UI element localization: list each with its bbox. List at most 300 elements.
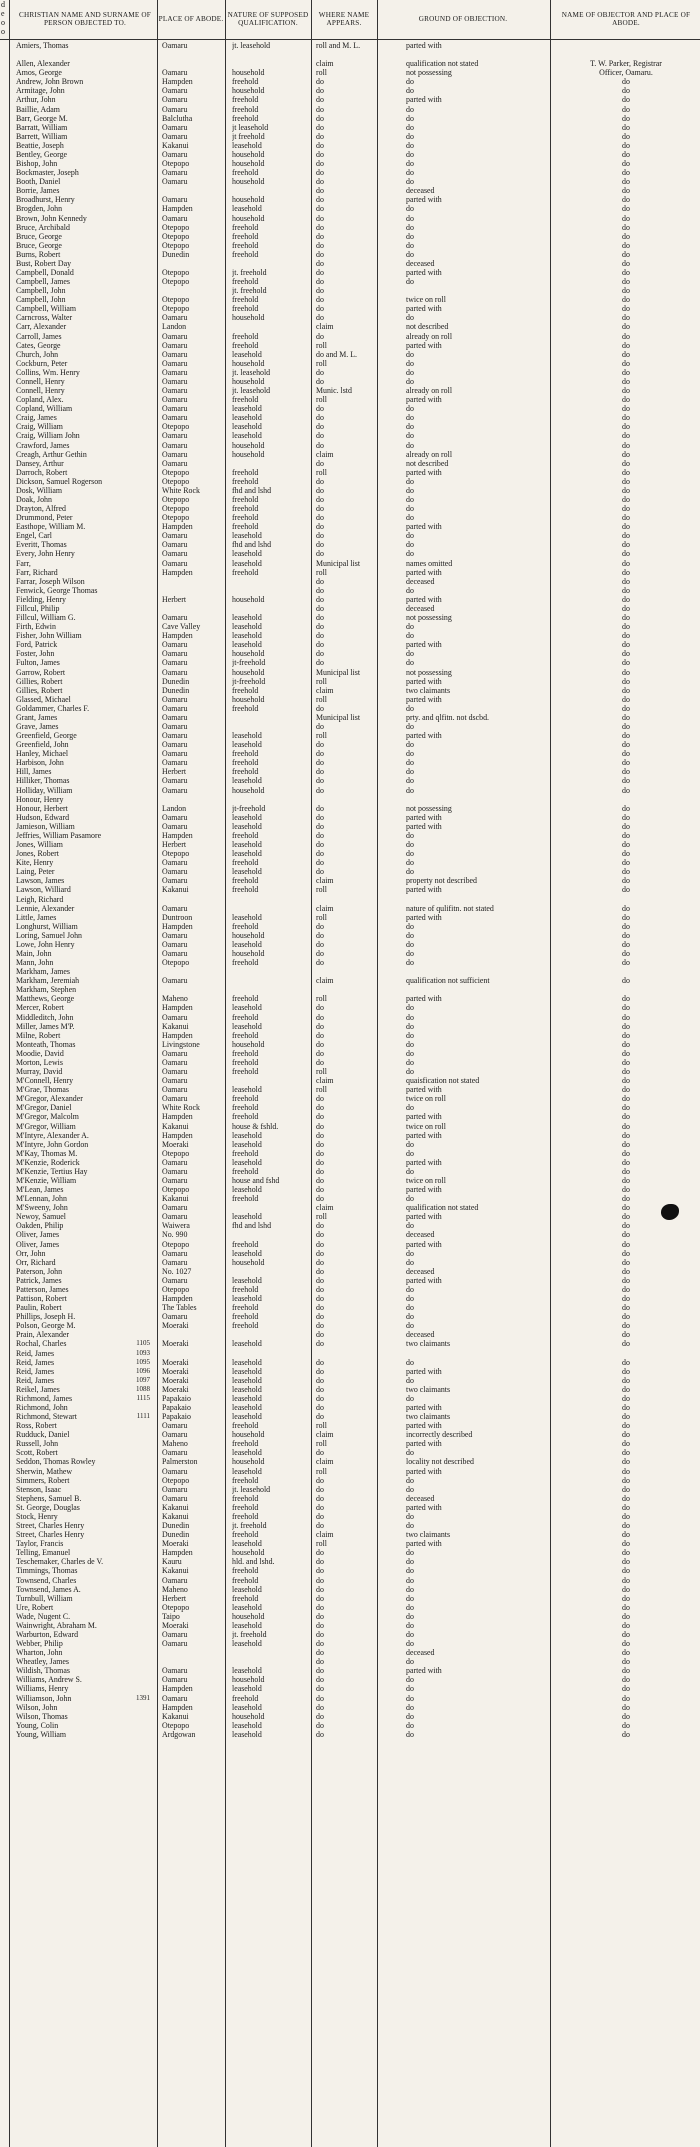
cell-where: do bbox=[316, 867, 324, 877]
cell-where: do bbox=[316, 1584, 324, 1594]
cell-qual: jt. freehold bbox=[232, 268, 267, 277]
cell-qual: freehold bbox=[232, 1094, 259, 1104]
cell-objector: do bbox=[622, 1475, 630, 1485]
cell-name: Timmings, Thomas bbox=[16, 1566, 78, 1576]
table-row bbox=[0, 849, 700, 858]
cell-qual: freehold bbox=[232, 1148, 259, 1158]
table-row bbox=[0, 123, 700, 132]
cell-where: do bbox=[316, 930, 324, 940]
cell-abode: Kakanui bbox=[162, 1121, 189, 1131]
cell-abode: Oamaru bbox=[162, 703, 188, 713]
cell-where: do bbox=[316, 104, 324, 114]
cell-objector: do bbox=[622, 1339, 630, 1349]
cell-name: Engel, Carl bbox=[16, 531, 52, 541]
cell-abode: Oamaru bbox=[162, 876, 188, 886]
cell-where: claim bbox=[316, 1203, 334, 1213]
table-row bbox=[0, 468, 700, 477]
cell-abode: Oamaru bbox=[162, 531, 188, 541]
cell-where: do bbox=[316, 1593, 324, 1603]
cell-abode: Herbert bbox=[162, 767, 187, 777]
cell-name: Rochal, Charles bbox=[16, 1339, 67, 1349]
cell-name: Wharton, John bbox=[16, 1648, 63, 1658]
cell-qual: leasehold bbox=[232, 812, 262, 822]
table-row bbox=[0, 223, 700, 232]
cell-name: Webber, Philip bbox=[16, 1639, 63, 1649]
cell-objector: do bbox=[622, 249, 630, 259]
table-row bbox=[0, 1321, 700, 1330]
cell-qual: leasehold bbox=[232, 1466, 262, 1476]
cell-qual: freehold bbox=[232, 1321, 259, 1331]
table-row bbox=[0, 350, 700, 359]
table-row bbox=[0, 559, 700, 568]
cell-abode: Oamaru bbox=[162, 658, 188, 668]
cell-objector: do bbox=[622, 1148, 630, 1158]
table-row bbox=[0, 1094, 700, 1103]
cell-ground: parted with bbox=[406, 268, 442, 277]
table-row bbox=[0, 586, 700, 595]
cell-qual: freehold bbox=[232, 1439, 259, 1449]
cell-ground: do bbox=[406, 168, 414, 178]
cell-qual: freehold bbox=[232, 958, 259, 968]
cell-no: 1105 bbox=[136, 1339, 150, 1348]
cell-abode: Oamaru bbox=[162, 195, 188, 205]
cell-objector: do bbox=[622, 476, 630, 486]
cell-name: Reid, James bbox=[16, 1348, 55, 1358]
cell-objector: do bbox=[622, 858, 630, 868]
table-row bbox=[0, 1140, 700, 1149]
table-row bbox=[0, 204, 700, 213]
cell-where: do bbox=[316, 77, 324, 87]
cell-abode: Kakanui bbox=[162, 140, 189, 150]
cell-abode: Oamaru bbox=[162, 903, 188, 913]
table-row bbox=[0, 822, 700, 831]
table-row bbox=[0, 949, 700, 958]
cell-ground: do bbox=[406, 1630, 414, 1639]
cell-ground: parted with bbox=[406, 1421, 442, 1431]
cell-qual: freehold bbox=[232, 231, 259, 241]
cell-name: Wainwright, Abraham M. bbox=[16, 1620, 97, 1630]
cell-qual: freehold bbox=[232, 1566, 259, 1576]
cell-name: Greenfield, George bbox=[16, 731, 77, 741]
cell-name: Simmers, Robert bbox=[16, 1475, 70, 1485]
cell-where: do bbox=[316, 640, 324, 650]
cell-objector: do bbox=[622, 131, 630, 141]
cell-ground: do bbox=[406, 1521, 414, 1531]
cell-ground: do bbox=[406, 1566, 414, 1576]
cell-ground: parted with bbox=[406, 1185, 442, 1195]
cell-where: claim bbox=[316, 876, 334, 886]
cell-abode: Balclutha bbox=[162, 113, 193, 123]
cell-qual: leasehold bbox=[232, 640, 262, 650]
cell-ground: deceased bbox=[406, 1648, 435, 1658]
cell-abode: Otepopo bbox=[162, 1185, 190, 1195]
cell-qual: freehold bbox=[232, 1030, 259, 1040]
cell-ground: deceased bbox=[406, 1330, 435, 1340]
cell-ground: parted with bbox=[406, 467, 442, 477]
cell-qual: leasehold bbox=[232, 1212, 262, 1222]
cell-qual: freehold bbox=[232, 104, 259, 114]
cell-qual: freehold bbox=[232, 1012, 259, 1022]
cell-objector: do bbox=[622, 613, 630, 623]
cell-qual: leasehold bbox=[232, 1339, 262, 1349]
cell-where: do bbox=[316, 958, 324, 968]
cell-qual: freehold bbox=[232, 1112, 259, 1122]
cell-where: do bbox=[316, 376, 324, 386]
cell-objector: do bbox=[622, 122, 630, 132]
cell-ground: do bbox=[406, 313, 414, 323]
cell-ground: do bbox=[406, 1048, 414, 1058]
cell-abode: Maheno bbox=[162, 994, 188, 1004]
cell-qual: leasehold bbox=[232, 422, 262, 432]
cell-objector: do bbox=[622, 295, 630, 305]
cell-abode: Oamaru bbox=[162, 168, 188, 178]
cell-ground: locality not described bbox=[406, 1457, 474, 1467]
cell-qual: leasehold bbox=[232, 349, 262, 359]
cell-objector: do bbox=[622, 204, 630, 214]
cell-ground: do bbox=[406, 867, 414, 877]
cell-name: Copland, Alex. bbox=[16, 395, 64, 405]
table-row bbox=[0, 713, 700, 722]
cell-abode: Hampden bbox=[162, 1030, 193, 1040]
cell-ground: do bbox=[406, 413, 414, 423]
cell-ground: do bbox=[406, 1693, 414, 1703]
cell-abode: Landon bbox=[162, 803, 187, 813]
cell-objector: do bbox=[622, 1466, 630, 1476]
cell-name: Little, James bbox=[16, 912, 57, 922]
cell-ground: parted with bbox=[406, 304, 442, 314]
cell-qual: freehold bbox=[232, 567, 259, 577]
cell-ground: parted with bbox=[406, 1539, 442, 1549]
cell-ground: do bbox=[406, 349, 414, 359]
cell-name: Allen, Alexander bbox=[16, 59, 70, 69]
cell-name: Mann, John bbox=[16, 958, 54, 968]
cell-name: Campbell, James bbox=[16, 277, 70, 287]
table-row bbox=[0, 177, 700, 186]
cell-ground: do bbox=[406, 1684, 414, 1694]
cell-abode: Oamaru bbox=[162, 122, 188, 132]
cell-objector: do bbox=[622, 213, 630, 223]
cell-abode: Oamaru bbox=[162, 1094, 188, 1104]
cell-abode: Oamaru bbox=[162, 1203, 188, 1213]
cell-where: do bbox=[316, 1112, 324, 1122]
cell-where: do bbox=[316, 231, 324, 241]
cell-abode: Hampden bbox=[162, 1702, 193, 1712]
cell-name: Ross, Robert bbox=[16, 1421, 57, 1431]
cell-where: do bbox=[316, 1221, 324, 1231]
cell-where: do bbox=[316, 1239, 324, 1249]
cell-ground: do bbox=[406, 1194, 414, 1204]
cell-name: Young, Colin bbox=[16, 1720, 59, 1730]
cell-qual: leasehold bbox=[232, 1294, 262, 1304]
cell-objector: do bbox=[622, 1176, 630, 1185]
cell-objector: do bbox=[622, 140, 630, 150]
cell-name: Collins, Wm. Henry bbox=[16, 367, 80, 377]
cell-qual: leasehold bbox=[232, 840, 262, 850]
table-row bbox=[0, 50, 700, 59]
cell-where: do bbox=[316, 785, 324, 795]
table-row bbox=[0, 1439, 700, 1448]
cell-ground: do bbox=[406, 222, 414, 232]
cell-ground: parted with bbox=[406, 640, 442, 650]
cell-where: do bbox=[316, 95, 324, 105]
table-row bbox=[0, 631, 700, 640]
cell-ground: do bbox=[406, 104, 414, 114]
cell-objector: do bbox=[622, 440, 630, 450]
cell-qual: leasehold bbox=[232, 1602, 262, 1612]
cell-objector: do bbox=[622, 1393, 630, 1403]
cell-where: roll bbox=[316, 1067, 327, 1077]
cell-objector: do bbox=[622, 1511, 630, 1521]
table-row bbox=[0, 1530, 700, 1539]
cell-abode: Oamaru bbox=[162, 367, 188, 377]
cell-abode: Dunedin bbox=[162, 1530, 190, 1540]
cell-abode: Otepopo bbox=[162, 476, 190, 486]
cell-abode: Otepopo bbox=[162, 1148, 190, 1158]
cell-abode: Oamaru bbox=[162, 785, 188, 795]
cell-where: do bbox=[316, 1321, 324, 1331]
cell-qual: leasehold bbox=[232, 1366, 262, 1376]
cell-ground: do bbox=[406, 1584, 414, 1594]
cell-name: M'Lennan, John bbox=[16, 1194, 67, 1204]
table-row bbox=[0, 341, 700, 350]
cell-objector: do bbox=[622, 1284, 630, 1294]
cell-objector: do bbox=[622, 186, 630, 196]
table-row bbox=[0, 441, 700, 450]
cell-abode: Cave Valley bbox=[162, 622, 201, 632]
cell-objector: do bbox=[622, 867, 630, 877]
cell-ground: do bbox=[406, 622, 414, 632]
cell-where: do bbox=[316, 495, 324, 504]
cell-name: Wade, Nugent C. bbox=[16, 1611, 71, 1621]
cell-ground: not possessing bbox=[406, 613, 452, 623]
cell-ground: do bbox=[406, 958, 414, 968]
cell-ground: not described bbox=[406, 322, 449, 332]
cell-abode: Oamaru bbox=[162, 1630, 188, 1639]
cell-ground: not possessing bbox=[406, 803, 452, 813]
cell-objector: do bbox=[622, 567, 630, 577]
cell-name: Reikel, James bbox=[16, 1384, 60, 1394]
cell-objector: do bbox=[622, 1421, 630, 1431]
cell-ground: deceased bbox=[406, 576, 435, 586]
cell-where: do bbox=[316, 1030, 324, 1040]
cell-ground: prty. and qlfitn. not dscbd. bbox=[406, 712, 489, 722]
cell-name: Lowe, John Henry bbox=[16, 939, 75, 949]
cell-name: Craig, William John bbox=[16, 431, 80, 441]
cell-where: do bbox=[316, 1257, 324, 1267]
cell-objector: do bbox=[622, 1711, 630, 1721]
table-row bbox=[0, 686, 700, 695]
cell-name: Craig, William bbox=[16, 422, 63, 432]
table-row bbox=[0, 786, 700, 795]
cell-where: roll bbox=[316, 358, 327, 368]
cell-qual: freehold bbox=[232, 758, 259, 768]
cell-where: do bbox=[316, 1448, 324, 1458]
cell-name: Hudson, Edward bbox=[16, 812, 70, 822]
cell-qual: freehold bbox=[232, 1303, 259, 1313]
table-row bbox=[0, 749, 700, 758]
cell-abode: Oamaru bbox=[162, 976, 188, 986]
cell-abode: Moeraki bbox=[162, 1357, 189, 1367]
table-row bbox=[0, 604, 700, 613]
cell-objector: do bbox=[622, 1076, 630, 1086]
cell-where: do bbox=[316, 476, 324, 486]
cell-where: do bbox=[316, 1103, 324, 1113]
cell-abode: Oamaru bbox=[162, 213, 188, 223]
cell-abode: Oamaru bbox=[162, 395, 188, 405]
table-row bbox=[0, 322, 700, 331]
cell-name: Pattison, Robert bbox=[16, 1294, 67, 1304]
table-row bbox=[0, 649, 700, 658]
cell-qual: freehold bbox=[232, 95, 259, 105]
cell-ground: do bbox=[406, 249, 414, 259]
cell-abode: Otepopo bbox=[162, 504, 190, 514]
cell-objector: do bbox=[622, 1157, 630, 1167]
cell-name: Wilson, Thomas bbox=[16, 1711, 68, 1721]
cell-where: do bbox=[316, 222, 324, 232]
cell-ground: parted with bbox=[406, 395, 442, 405]
cell-where: do bbox=[316, 830, 324, 840]
cell-objector: do bbox=[622, 685, 630, 695]
cell-name: Harbison, John bbox=[16, 758, 64, 768]
cell-ground: do bbox=[406, 1103, 414, 1113]
cell-objector: do bbox=[622, 803, 630, 813]
cell-qual: leasehold bbox=[232, 531, 262, 541]
cell-qual: leasehold bbox=[232, 1139, 262, 1149]
table-row bbox=[0, 1221, 700, 1230]
cell-abode: Oamaru bbox=[162, 1166, 188, 1176]
table-row bbox=[0, 677, 700, 686]
cell-objector: do bbox=[622, 458, 630, 468]
cell-objector: do bbox=[622, 658, 630, 668]
cell-where: do bbox=[316, 1521, 324, 1531]
cell-name: Foster, John bbox=[16, 649, 55, 659]
cell-abode: Hampden bbox=[162, 567, 193, 577]
cell-name: Greenfield, John bbox=[16, 740, 69, 750]
cell-objector: do bbox=[622, 1684, 630, 1694]
cell-objector: do bbox=[622, 304, 630, 314]
cell-abode: Hampden bbox=[162, 631, 193, 641]
table-row bbox=[0, 840, 700, 849]
cell-where: do bbox=[316, 295, 324, 305]
cell-objector: do bbox=[622, 1021, 630, 1031]
cell-ground: do bbox=[406, 767, 414, 777]
cell-where: roll bbox=[316, 994, 327, 1004]
cell-ground: do bbox=[406, 1321, 414, 1331]
cell-ground: do bbox=[406, 1248, 414, 1258]
cell-ground: parted with bbox=[406, 1112, 442, 1122]
table-row bbox=[0, 731, 700, 740]
cell-objector: do bbox=[622, 1067, 630, 1077]
cell-ground: do bbox=[406, 1620, 414, 1630]
cell-qual: jt. freehold bbox=[232, 1521, 267, 1531]
cell-qual: freehold bbox=[232, 1421, 259, 1431]
cell-abode: Oamaru bbox=[162, 1048, 188, 1058]
cell-qual: freehold bbox=[232, 685, 259, 695]
cell-name: Baillie, Adam bbox=[16, 104, 60, 114]
cell-where: do bbox=[316, 740, 324, 750]
cell-name: Scott, Robert bbox=[16, 1448, 58, 1458]
cell-objector: do bbox=[622, 422, 630, 432]
cell-qual: household bbox=[232, 159, 265, 169]
cell-no: 1097 bbox=[136, 1375, 150, 1384]
cell-ground: do bbox=[406, 1675, 414, 1685]
cell-ground: do bbox=[406, 1221, 414, 1231]
cell-qual: leasehold bbox=[232, 1375, 262, 1385]
cell-objector: do bbox=[622, 1502, 630, 1512]
cell-where: roll and M. L. bbox=[316, 41, 361, 50]
cell-where: do bbox=[316, 1330, 324, 1340]
cell-where: do bbox=[316, 1720, 324, 1730]
cell-abode: Otepopo bbox=[162, 1720, 190, 1730]
cell-objector: do bbox=[622, 149, 630, 159]
cell-name: M'Kay, Thomas M. bbox=[16, 1148, 78, 1158]
cell-qual: leasehold bbox=[232, 1720, 262, 1730]
cell-objector: do bbox=[622, 1539, 630, 1549]
cell-where: do bbox=[316, 1139, 324, 1149]
cell-qual: jt. leasehold bbox=[232, 386, 271, 396]
cell-qual: household bbox=[232, 358, 265, 368]
cell-ground: do bbox=[406, 1729, 414, 1739]
cell-objector: do bbox=[622, 1548, 630, 1558]
cell-objector: do bbox=[622, 930, 630, 940]
cell-abode: Maheno bbox=[162, 1584, 188, 1594]
cell-ground: do bbox=[406, 1030, 414, 1040]
cell-name: M'Intyre, John Gordon bbox=[16, 1139, 89, 1149]
table-row bbox=[0, 1666, 700, 1675]
table-row bbox=[0, 1230, 700, 1239]
cell-abode: Otepopo bbox=[162, 240, 190, 250]
cell-name: Firth, Edwin bbox=[16, 622, 56, 632]
cell-abode: Oamaru bbox=[162, 1012, 188, 1022]
cell-name: Miller, James M'P. bbox=[16, 1021, 75, 1031]
cell-objector: do bbox=[622, 95, 630, 105]
cell-name: Loring, Samuel John bbox=[16, 930, 82, 940]
cell-name: Drayton, Alfred bbox=[16, 504, 66, 514]
cell-abode: Otepopo bbox=[162, 268, 190, 277]
cell-ground: twice on roll bbox=[406, 1176, 446, 1185]
cell-where: do bbox=[316, 949, 324, 958]
cell-where: do bbox=[316, 540, 324, 550]
cell-name: Broadhurst, Henry bbox=[16, 195, 75, 205]
cell-abode: Otepopo bbox=[162, 495, 190, 504]
cell-qual: leasehold bbox=[232, 1085, 262, 1095]
cell-abode: Otepopo bbox=[162, 513, 190, 523]
cell-qual: leasehold bbox=[232, 1729, 262, 1739]
cell-abode: Oamaru bbox=[162, 1466, 188, 1476]
cell-abode: Oamaru bbox=[162, 867, 188, 877]
cell-abode: Moeraki bbox=[162, 1539, 189, 1549]
cell-name: Bruce, George bbox=[16, 240, 62, 250]
table-row bbox=[0, 522, 700, 531]
margin-mark: o bbox=[1, 18, 5, 27]
table-row bbox=[0, 1612, 700, 1621]
cell-name: Patrick, James bbox=[16, 1275, 62, 1285]
cell-abode: Oamaru bbox=[162, 440, 188, 450]
cell-abode: Herbert bbox=[162, 840, 187, 850]
table-row bbox=[0, 531, 700, 540]
cell-where: do bbox=[316, 1557, 324, 1567]
cell-no: 1096 bbox=[136, 1366, 150, 1375]
cell-where: do bbox=[316, 485, 324, 495]
cell-qual: freehold bbox=[232, 1693, 259, 1703]
cell-abode: Oamaru bbox=[162, 694, 188, 704]
cell-ground: two claimants bbox=[406, 1530, 451, 1540]
cell-qual: leasehold bbox=[232, 740, 262, 750]
cell-qual: freehold bbox=[232, 767, 259, 777]
cell-abode: Oamaru bbox=[162, 1575, 188, 1585]
cell-abode: Dunedin bbox=[162, 676, 190, 686]
cell-ground: do bbox=[406, 540, 414, 550]
